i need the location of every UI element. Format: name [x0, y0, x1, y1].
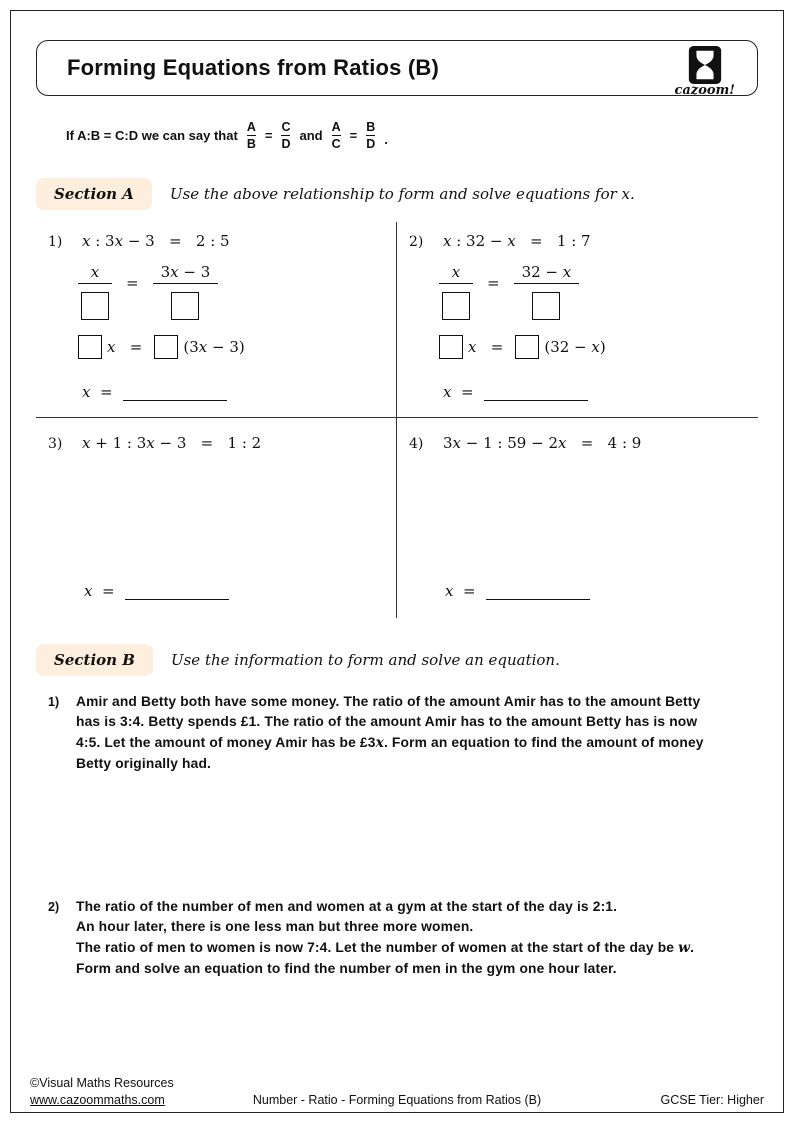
answer-box	[532, 292, 560, 320]
answer-blank	[484, 385, 588, 401]
answer-label: x =	[82, 382, 113, 401]
variable-equals: x =	[107, 337, 143, 356]
equals-sign: =	[264, 128, 273, 144]
answer-row	[84, 582, 384, 600]
fraction-scaffold-row	[78, 263, 384, 320]
working-area	[78, 250, 384, 401]
fraction-b-over-d	[366, 120, 375, 152]
copyright-text: ©Visual Maths Resources	[30, 1076, 174, 1090]
bracket-expression: (3x − 3)	[183, 337, 245, 356]
variable-equals: x =	[468, 337, 504, 356]
problem-equation: x + 1 : 3x − 3 = 1 : 2	[82, 433, 262, 452]
problem-text	[76, 897, 694, 980]
cazoom-logo-icon	[688, 46, 722, 84]
equals-sign: =	[126, 273, 139, 292]
fraction-c-over-d	[281, 120, 290, 152]
problem-text-line: Amir and Betty both have some money. The ratio of the amount Amir has to the amount Betty	[76, 693, 701, 709]
problem-number: 3)	[48, 435, 63, 452]
fraction-right	[153, 263, 219, 320]
footer-tier-label: GCSE Tier: Higher	[660, 1093, 764, 1107]
footer-breadcrumb: Number - Ratio - Forming Equations from Ratios (B)	[252, 1093, 542, 1107]
fraction-numerator: 32 − x	[514, 263, 580, 284]
page-footer	[30, 1076, 764, 1107]
section-a-header	[36, 178, 758, 210]
fraction-numerator: A	[331, 120, 341, 134]
problem-statement	[48, 434, 384, 452]
answer-box	[439, 335, 463, 359]
problem-b2	[36, 897, 758, 980]
answer-blank	[125, 584, 229, 600]
problem-text-line: Betty originally had.	[76, 755, 212, 771]
period: .	[384, 131, 388, 147]
working-area	[439, 250, 746, 401]
cazoom-logo	[674, 46, 735, 98]
fraction-bar	[366, 135, 375, 136]
answer-blank	[123, 385, 227, 401]
section-b-instruction: Use the information to form and solve an equation.	[170, 650, 560, 669]
fraction-numerator: B	[366, 120, 376, 134]
answer-box	[81, 292, 109, 320]
fraction-bar	[281, 135, 290, 136]
fraction-denominator: D	[281, 137, 291, 152]
fraction-right	[514, 263, 580, 320]
problem-number: 2)	[48, 899, 60, 914]
problem-a3	[36, 418, 397, 618]
cazoom-logo-text: cazoom!	[674, 83, 735, 98]
section-a-badge: Section A	[36, 178, 152, 210]
problem-statement	[48, 232, 384, 250]
problem-a4	[397, 418, 758, 618]
fraction-denominator: B	[246, 137, 256, 152]
answer-label: x =	[84, 581, 115, 600]
fraction-a-over-b	[247, 120, 256, 152]
answer-label: x =	[445, 581, 476, 600]
fraction-a-over-c	[332, 120, 341, 152]
answer-label: x =	[443, 382, 474, 401]
answer-box	[442, 292, 470, 320]
problem-text-line: The ratio of men to women is now 7:4. Let the number of women at the start of the day be w.	[76, 939, 695, 956]
problem-equation: x : 32 − x = 1 : 7	[443, 231, 591, 250]
equals-sign: =	[487, 273, 500, 292]
fraction-numerator: A	[246, 120, 256, 134]
fraction-left	[78, 263, 112, 320]
section-a-grid	[36, 222, 758, 618]
problem-text-line: The ratio of the number of men and women at a gym at the start of the day is 2:1.	[76, 898, 618, 914]
problem-a1	[36, 222, 397, 418]
fraction-bar	[247, 135, 256, 136]
fraction-denominator: D	[366, 137, 376, 152]
fraction-denominator: C	[331, 137, 341, 152]
answer-row	[443, 383, 746, 401]
problem-number: 1)	[48, 233, 63, 250]
header-box	[36, 40, 758, 96]
fraction-numerator: 3x − 3	[153, 263, 219, 284]
answer-box	[171, 292, 199, 320]
problem-text-line: 4:5. Let the amount of money Amir has be £3x. Form an equation to find the amount of money	[76, 735, 704, 752]
section-b-badge: Section B	[36, 644, 153, 676]
problem-number: 2)	[409, 233, 424, 250]
section-b-header	[36, 644, 758, 676]
problem-text-line: An hour later, there is one less man but three more women.	[76, 919, 474, 935]
website-link[interactable]: www.cazoommaths.com	[30, 1093, 165, 1107]
answer-box	[78, 335, 102, 359]
worksheet-content	[36, 0, 758, 979]
bracket-expression: (32 − x)	[544, 337, 606, 356]
problem-number: 1)	[48, 694, 60, 709]
problem-number: 4)	[409, 435, 424, 452]
problem-b1	[36, 692, 758, 775]
answer-row	[445, 582, 746, 600]
and-word: and	[299, 128, 323, 144]
problem-text-line: has is 3:4. Betty spends £1. The ratio of the amount Amir has to the amount Betty has is now	[76, 714, 698, 730]
answer-blank	[486, 584, 590, 600]
fraction-scaffold-row	[439, 263, 746, 320]
answer-row	[82, 383, 384, 401]
intro-statement	[66, 120, 758, 152]
problem-a2	[397, 222, 758, 418]
problem-statement	[409, 434, 746, 452]
problem-statement	[409, 232, 746, 250]
section-a-instruction: Use the above relationship to form and solve equations for x.	[169, 184, 635, 203]
fraction-bar	[332, 135, 341, 136]
page-title: Forming Equations from Ratios (B)	[67, 55, 440, 80]
fraction-numerator: C	[281, 120, 291, 134]
problem-text-line: Form and solve an equation to find the number of men in the gym one hour later.	[76, 960, 617, 976]
fraction-left	[439, 263, 473, 320]
coefficient-row	[78, 335, 384, 359]
intro-lead-text: If A:B = C:D we can say that	[66, 128, 238, 144]
problem-equation: 3x − 1 : 59 − 2x = 4 : 9	[443, 433, 642, 452]
fraction-numerator: x	[439, 263, 473, 284]
coefficient-row	[439, 335, 746, 359]
answer-box	[515, 335, 539, 359]
answer-box	[154, 335, 178, 359]
equals-sign: =	[349, 128, 358, 144]
fraction-numerator: x	[78, 263, 112, 284]
problem-equation: x : 3x − 3 = 2 : 5	[82, 231, 230, 250]
problem-text	[76, 692, 704, 775]
